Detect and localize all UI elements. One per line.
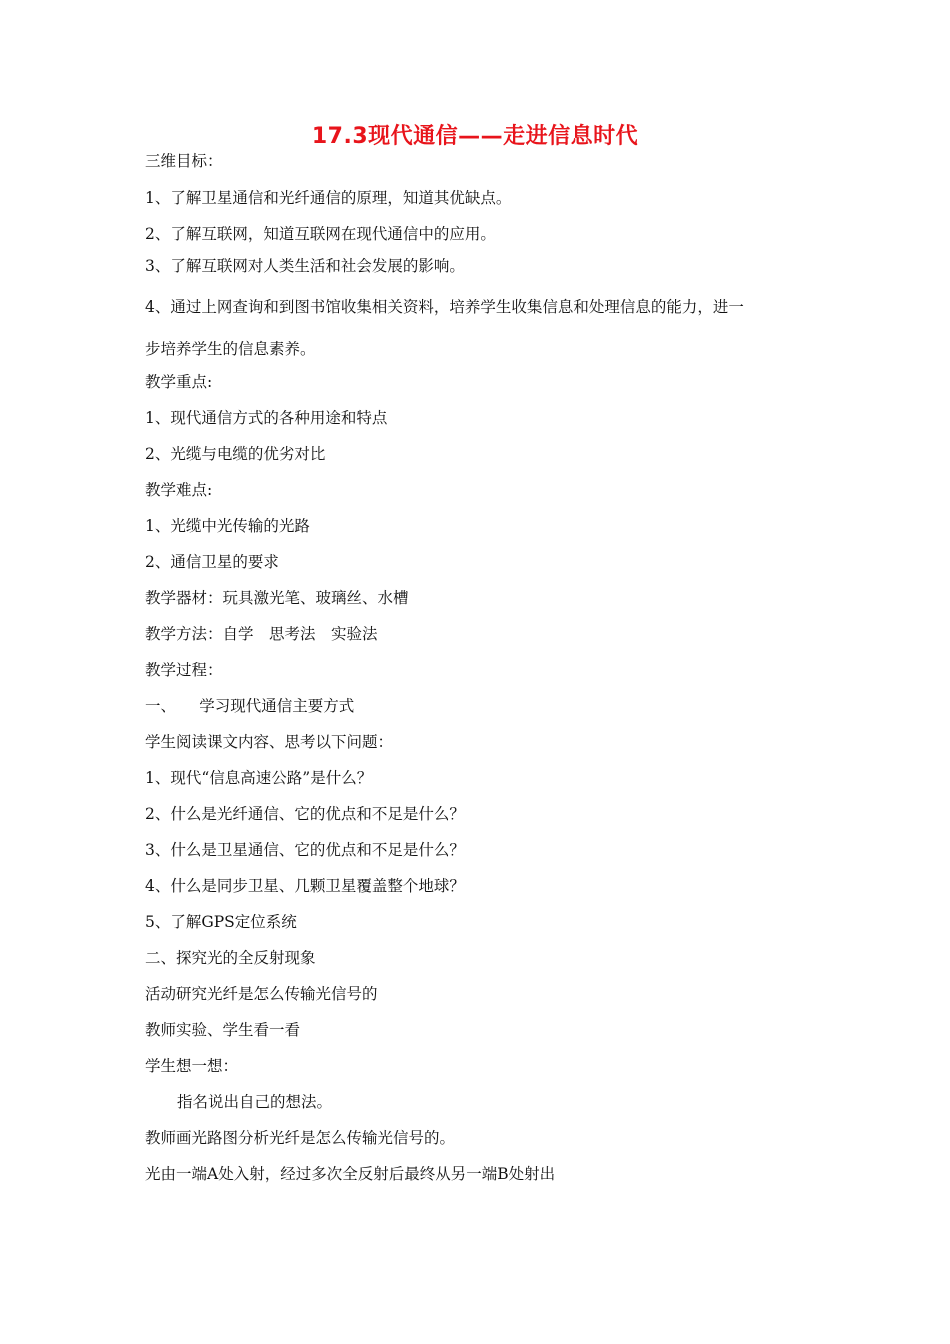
conclusion-line: 光由一端A处入射，经过多次全反射后最终从另一端B处射出 <box>145 1165 556 1183</box>
question-item-3: 3、什么是卫星通信、它的优点和不足是什么？ <box>145 841 465 859</box>
objective-item-1: 1、了解卫星通信和光纤通信的原理，知道其优缺点。 <box>145 189 512 207</box>
question-item-2: 2、什么是光纤通信、它的优点和不足是什么？ <box>145 805 465 823</box>
analysis-line: 教师画光路图分析光纤是怎么传输光信号的。 <box>145 1129 456 1147</box>
section-heading-process: 教学过程： <box>145 661 223 679</box>
difficulty-item-2: 2、通信卫星的要求 <box>145 553 279 571</box>
teaching-equipment: 教学器材：玩具激光笔、玻璃丝、水槽 <box>145 589 409 607</box>
process-instruction: 学生阅读课文内容、思考以下问题： <box>145 733 394 751</box>
document-title: 17.3现代通信——走进信息时代 <box>311 124 639 149</box>
question-item-4: 4、什么是同步卫星、几颗卫星覆盖整个地球？ <box>145 877 465 895</box>
ideas-line: 指名说出自己的想法。 <box>177 1093 333 1111</box>
objective-item-4: 4、通过上网查询和到图书馆收集相关资料，培养学生收集信息和处理信息的能力，进一 <box>145 298 744 316</box>
question-item-1: 1、现代“信息高速公路”是什么？ <box>145 769 373 787</box>
activity-line: 活动研究光纤是怎么传输光信号的 <box>145 985 378 1003</box>
teaching-methods: 教学方法：自学 思考法 实验法 <box>145 625 378 643</box>
process-part-1-heading: 一、 学习现代通信主要方式 <box>145 697 355 715</box>
difficulty-item-1: 1、光缆中光传输的光路 <box>145 517 310 535</box>
objective-item-4-continued: 步培养学生的信息素养。 <box>145 340 316 358</box>
question-item-5: 5、了解GPS定位系统 <box>145 913 297 931</box>
objective-item-2: 2、了解互联网，知道互联网在现代通信中的应用。 <box>145 225 496 243</box>
think-line: 学生想一想： <box>145 1057 239 1075</box>
section-heading-key-points: 教学重点: <box>145 373 213 391</box>
key-point-item-1: 1、现代通信方式的各种用途和特点 <box>145 409 388 427</box>
objective-item-3: 3、了解互联网对人类生活和社会发展的影响。 <box>145 257 465 275</box>
key-point-item-2: 2、光缆与电缆的优劣对比 <box>145 445 326 463</box>
section-heading-objectives: 三维目标： <box>145 152 223 170</box>
section-heading-difficulties: 教学难点: <box>145 481 213 499</box>
experiment-line: 教师实验、学生看一看 <box>145 1021 301 1039</box>
process-part-2-heading: 二、探究光的全反射现象 <box>145 949 316 967</box>
